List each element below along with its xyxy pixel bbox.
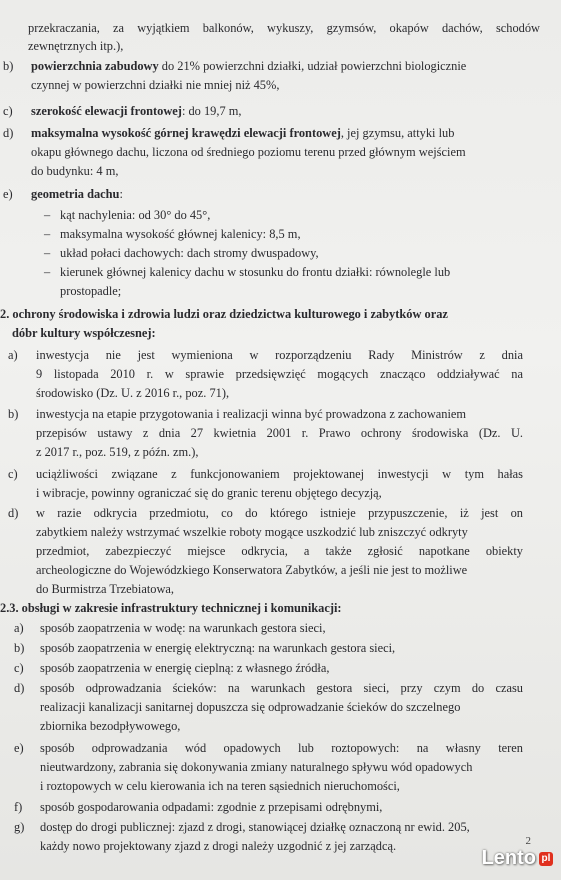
lento-watermark-logo — [482, 847, 553, 870]
text-line — [28, 20, 540, 36]
text-line — [60, 207, 210, 223]
text-line — [0, 600, 342, 616]
line-text: dostęp do drogi publicznej: zjazd z drogi, stanowiącej działkę oznaczoną nr ewid. 205, — [40, 820, 470, 834]
text-line — [36, 385, 229, 401]
line-text: prostopadle; — [60, 284, 122, 298]
list-marker: c) — [14, 661, 24, 675]
text-line — [36, 406, 466, 422]
text-line — [60, 264, 450, 280]
bold-term: dóbr kultury współczesnej: — [12, 326, 156, 340]
line-text: inwestycja nie jest wymieniona w rozporządzeniu Rady Ministrów z dnia — [36, 348, 523, 362]
list-marker: d) — [3, 126, 14, 140]
list-marker: – — [44, 246, 51, 260]
bold-term: geometria dachu — [31, 187, 120, 201]
bold-term: 2.3. obsługi w zakresie infrastruktury technicznej i komunikacji: — [0, 601, 342, 615]
watermark-badge-icon: pl — [539, 852, 553, 866]
line-text: z 2017 r., poz. 519, z późn. zm.), — [36, 445, 199, 459]
line-text: do 21% powierzchni działki, udział powierzchni biologicznie — [158, 59, 467, 73]
text-line — [36, 444, 198, 460]
text-line — [36, 505, 523, 521]
text-line — [40, 740, 523, 756]
text-line — [36, 543, 523, 559]
line-text: przedmiot, zabezpieczyć miejsce odkrycia, a także zgłosić napotkane obiekty — [36, 544, 523, 558]
watermark-text: Lento — [481, 847, 536, 869]
text-line — [31, 103, 241, 119]
text-line — [28, 38, 123, 54]
text-line — [40, 699, 460, 715]
text-line — [60, 245, 319, 261]
line-text: , jej gzymsu, attyki lub — [340, 126, 455, 140]
line-text: sposób odprowadzania wód opadowych lub roztopowych: na własny teren — [40, 741, 523, 755]
line-text: kierunek głównej kalenicy dachu w stosunku do frontu działki: równolegle lub — [60, 265, 451, 279]
list-marker: – — [44, 265, 51, 279]
line-text: kąt nachylenia: od 30° do 45°, — [60, 208, 211, 222]
list-marker: – — [44, 227, 51, 241]
list-marker: d) — [14, 681, 25, 695]
text-line — [40, 819, 470, 835]
text-line — [31, 163, 118, 179]
line-text: archeologiczne do Wojewódzkiego Konserwatora Zabytków, a jeśli nie jest to możliwe — [36, 563, 468, 577]
list-marker: b) — [8, 407, 19, 421]
line-text: maksymalna wysokość głównej kalenicy: 8,5 m, — [60, 227, 301, 241]
line-text: sposób gospodarowania odpadami: zgodnie z przepisami odrębnymi, — [40, 800, 383, 814]
line-text: układ połaci dachowych: dach stromy dwuspadowy, — [60, 246, 319, 260]
text-line — [31, 125, 454, 141]
text-line — [40, 680, 523, 696]
line-text: sposób odprowadzania ścieków: na warunkach gestora sieci, przy czym do czasu — [40, 681, 523, 695]
text-line — [60, 283, 121, 299]
text-line — [40, 759, 472, 775]
text-line — [40, 640, 395, 656]
line-text: przekraczania, za wyjątkiem balkonów, wykuszy, gzymsów, okapów dachów, schodów — [28, 21, 540, 35]
text-line — [0, 306, 448, 322]
list-marker: b) — [3, 59, 14, 73]
line-text: czynnej w powierzchni działki nie mniej niż 45%, — [31, 78, 280, 92]
list-marker: a) — [8, 348, 18, 362]
text-line — [40, 799, 382, 815]
line-text: w razie odkrycia przedmiotu, co do którego istnieje przypuszczenie, iż jest on — [36, 506, 523, 520]
text-line — [36, 485, 382, 501]
line-text: : — [119, 187, 123, 201]
text-line — [36, 524, 468, 540]
text-line — [36, 466, 523, 482]
line-text: inwestycja na etapie przygotowania i realizacji winna być prowadzona z zachowaniem — [36, 407, 467, 421]
line-text: zewnętrznych itp.), — [28, 39, 124, 53]
text-line — [12, 325, 156, 341]
line-text: środowisko (Dz. U. z 2016 r., poz. 71), — [36, 386, 230, 400]
list-marker: f) — [14, 800, 23, 814]
list-marker: e) — [14, 741, 24, 755]
list-marker: – — [44, 208, 51, 222]
text-line — [40, 778, 400, 794]
line-text: do budynku: 4 m, — [31, 164, 119, 178]
line-text: 9 listopada 2010 r. w sprawie przedsięwzięć mogących znacząco oddziaływać na — [36, 367, 523, 381]
text-line — [40, 660, 329, 676]
bold-term: 2. ochrony środowiska i zdrowia ludzi oraz dziedzictwa kulturowego i zabytków oraz — [0, 307, 448, 321]
list-marker: g) — [14, 820, 25, 834]
text-line — [40, 838, 396, 854]
list-marker: c) — [8, 467, 18, 481]
text-line — [36, 347, 523, 363]
line-text: realizacji kanalizacji sanitarnej dopuszcza się odprowadzanie ścieków do szczelnego — [40, 700, 461, 714]
line-text: przepisów ustawy z dnia 27 kwietnia 2001 r. Prawo ochrony środowiska (Dz. U. — [36, 426, 523, 440]
text-line — [31, 186, 123, 202]
text-line — [40, 718, 180, 734]
text-line — [36, 562, 467, 578]
line-text: okapu głównego dachu, liczona od średniego poziomu terenu przed głównym wejściem — [31, 145, 466, 159]
line-text: sposób zaopatrzenia w energię cieplną: z własnego źródła, — [40, 661, 330, 675]
text-line — [31, 77, 279, 93]
line-text: nieutwardzony, zabrania się dokonywania zmiany naturalnego spływu wód opadowych — [40, 760, 473, 774]
list-marker: d) — [8, 506, 19, 520]
line-text: zabytkiem należy wstrzymać wszelkie roboty mogące uszkodzić lub zniszczyć odkryty — [36, 525, 468, 539]
list-marker: e) — [3, 187, 13, 201]
bold-term: maksymalna wysokość górnej krawędzi elewacji frontowej — [31, 126, 341, 140]
line-text: i roztopowych w celu kierowania ich na teren sąsiednich nieruchomości, — [40, 779, 400, 793]
line-text: sposób zaopatrzenia w wodę: na warunkach gestora sieci, — [40, 621, 326, 635]
line-text: każdy nowo projektowany zjazd z drogi należy uzgodnić z jej zarządcą. — [40, 839, 397, 853]
list-marker: a) — [14, 621, 24, 635]
text-line — [36, 425, 523, 441]
line-text: zbiornika bezodpływowego, — [40, 719, 181, 733]
text-line — [31, 58, 466, 74]
list-marker: b) — [14, 641, 25, 655]
bold-term: szerokość elewacji frontowej — [31, 104, 182, 118]
line-text: do Burmistrza Trzebiatowa, — [36, 582, 174, 596]
text-line — [31, 144, 466, 160]
list-marker: c) — [3, 104, 13, 118]
text-line — [60, 226, 301, 242]
text-line — [40, 620, 326, 636]
line-text: uciążliwości związane z funkcjonowaniem projektowanej inwestycji w tym hałas — [36, 467, 523, 481]
text-line — [36, 366, 523, 382]
page-number: 2 — [525, 835, 531, 847]
line-text: sposób zaopatrzenia w energię elektryczną: na warunkach gestora sieci, — [40, 641, 396, 655]
text-line — [36, 581, 174, 597]
line-text: i wibracje, powinny ograniczać się do granic terenu objętego decyzją, — [36, 486, 382, 500]
bold-term: powierzchnia zabudowy — [31, 59, 159, 73]
line-text: : do 19,7 m, — [181, 104, 242, 118]
